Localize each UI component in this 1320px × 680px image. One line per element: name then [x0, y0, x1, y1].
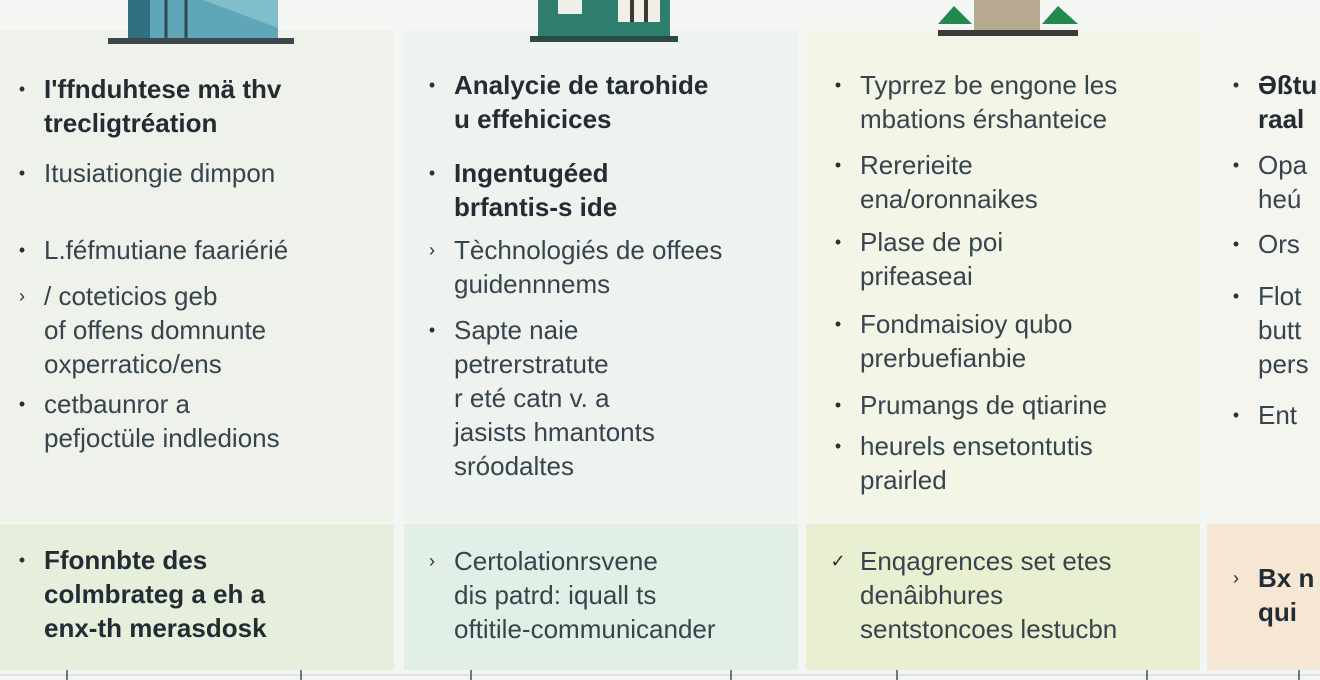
timeline-tick — [470, 670, 472, 680]
col3-item-5 — [816, 388, 1107, 422]
col1-footer-item — [0, 543, 267, 645]
chevron-right-icon: › — [1233, 568, 1239, 588]
col2-item-4 — [410, 313, 655, 483]
col1-item-2-text: Itusiationgie dimpon — [44, 158, 276, 188]
col3-item-3-text: Plase de poi prifeaseai — [860, 227, 1004, 291]
bullet-icon: • — [428, 75, 436, 95]
chevron-right-icon: › — [19, 286, 25, 306]
col2-footer-item — [410, 544, 716, 646]
col3-item-6 — [816, 429, 1093, 497]
col4-footer-text: Bx n qui — [1258, 563, 1315, 627]
bullet-icon: • — [1232, 405, 1240, 425]
col1-item-3 — [0, 233, 288, 267]
cabin-trees-icon — [934, 0, 1082, 42]
col1-item-1 — [0, 72, 281, 140]
col4-item-1-text: Əßtu raal — [1258, 70, 1318, 134]
house-icon — [530, 0, 678, 44]
office-building-icon — [108, 0, 294, 48]
checkmark-icon: ✓ — [830, 551, 846, 571]
col1-item-4 — [0, 279, 266, 381]
col2-item-1-text: Analycie de tarohide u effehicices — [454, 70, 709, 134]
col3-footer-item — [816, 544, 1117, 646]
bullet-icon: • — [428, 163, 436, 183]
bullet-icon: • — [428, 320, 436, 340]
col1-item-5 — [0, 387, 280, 455]
chevron-right-icon: › — [429, 240, 435, 260]
chevron-right-icon: › — [429, 551, 435, 571]
col4-item-2-text: Opa heú — [1258, 150, 1308, 214]
col4-item-3-text: Ors — [1258, 229, 1300, 259]
timeline-baseline — [0, 674, 1320, 676]
bullet-icon: • — [1232, 75, 1240, 95]
bullet-icon: • — [834, 155, 842, 175]
timeline-tick — [300, 670, 302, 680]
col2-item-2 — [410, 156, 617, 224]
col1-footer-text: Ffonnbte des colmbrateg a eh a enx-th merasdosk — [44, 545, 267, 643]
col3-footer-text: Enqagrences set etes denâibhures sentstoncoes lestucbn — [860, 546, 1118, 644]
col2-footer-text: Certolationrsvene dis patrd: iquall ts oftitile-communicander — [454, 546, 716, 644]
col4-footer-item — [1214, 561, 1314, 629]
timeline-tick — [730, 670, 732, 680]
col1-item-2 — [0, 156, 275, 190]
bullet-icon: • — [1232, 155, 1240, 175]
col3-item-4 — [816, 307, 1072, 375]
col4-item-5-text: Ent — [1258, 400, 1298, 430]
col3-item-4-text: Fondmaisioy qubo prerbuefianbie — [860, 309, 1073, 373]
timeline-tick — [66, 670, 68, 680]
timeline-tick — [1298, 670, 1300, 680]
bullet-icon: • — [834, 314, 842, 334]
col2-item-1 — [410, 68, 708, 136]
col2-item-3-text: Tèchnologiés de offees guidennnems — [454, 235, 723, 299]
col3-item-1-text: Typrrez be engone les mbations érshanteice — [860, 70, 1118, 134]
col4-item-3 — [1214, 227, 1300, 261]
col3-item-3 — [816, 225, 1003, 293]
col4-item-5 — [1214, 398, 1297, 432]
bullet-icon: • — [834, 232, 842, 252]
col3-item-1 — [816, 68, 1117, 136]
bullet-icon: • — [834, 75, 842, 95]
col4-item-4-text: Flot butt pers — [1258, 281, 1309, 379]
col1-item-3-text: L.féfmutiane faariérié — [44, 235, 289, 265]
col3-item-6-text: heurels ensetontutis prairled — [860, 431, 1093, 495]
timeline-tick — [896, 670, 898, 680]
bullet-icon: • — [18, 79, 26, 99]
col2-item-2-text: Ingentugéed brfantis-s ide — [454, 158, 618, 222]
col1-item-5-text: cetbaunror a pefjoctüle indledions — [44, 389, 280, 453]
col2-item-3 — [410, 233, 722, 301]
col2-item-4-text: Sapte naie petrerstratute r eté catn v. a jasists hmantonts sróodaltes — [454, 315, 655, 481]
col3-item-2-text: Rererieite ena/oronnaikes — [860, 150, 1038, 214]
col1-item-1-text: I'ffnduhtese mä thv trecligtréation — [44, 74, 282, 138]
timeline-tick — [1146, 670, 1148, 680]
col3-item-5-text: Prumangs de qtiarine — [860, 390, 1108, 420]
col1-item-4-text: / coteticios geb of offens domnunte oxperratico/ens — [44, 281, 267, 379]
bullet-icon: • — [834, 395, 842, 415]
bullet-icon: • — [1232, 234, 1240, 254]
bullet-icon: • — [18, 240, 26, 260]
col3-item-2 — [816, 148, 1038, 216]
col4-item-1 — [1214, 68, 1317, 136]
bullet-icon: • — [18, 550, 26, 570]
bullet-icon: • — [834, 436, 842, 456]
bullet-icon: • — [18, 394, 26, 414]
col4-item-2 — [1214, 148, 1307, 216]
col4-item-4 — [1214, 279, 1309, 381]
bullet-icon: • — [1232, 286, 1240, 306]
bullet-icon: • — [18, 163, 26, 183]
